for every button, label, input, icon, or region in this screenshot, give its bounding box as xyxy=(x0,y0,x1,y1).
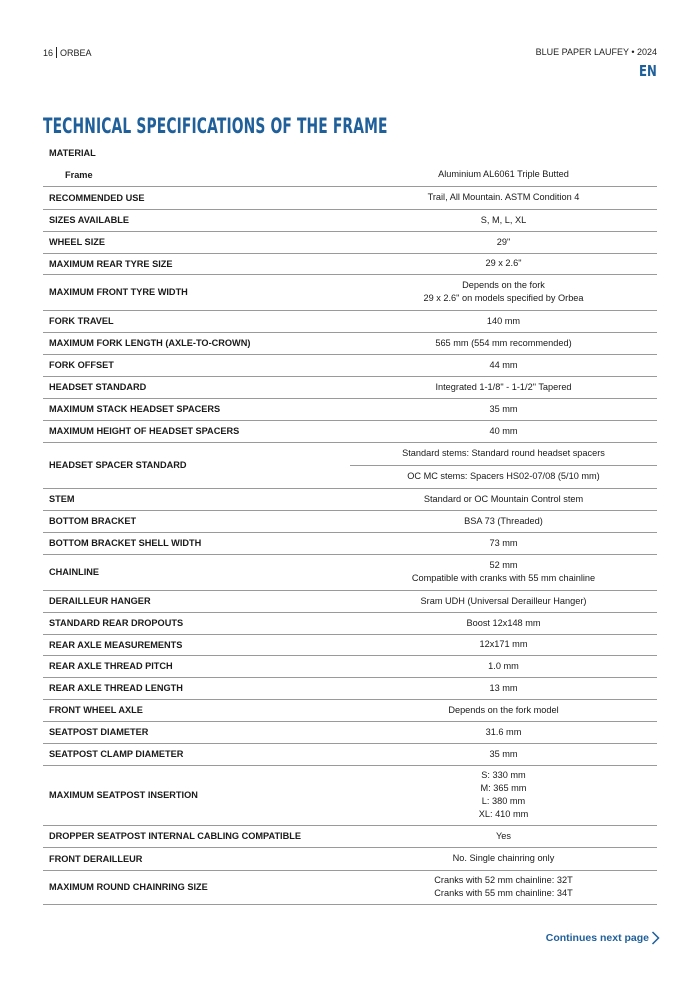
spec-value-line: 29 x 2.6" on models specified by Orbea xyxy=(423,293,584,303)
page-number: 16 xyxy=(43,47,54,58)
table-row xyxy=(43,332,657,354)
spec-value: OC MC stems: Spacers HS02-07/08 (5/10 mm) xyxy=(350,465,657,488)
table-row xyxy=(43,488,657,510)
spec-value: Sram UDH (Universal Derailleur Hanger) xyxy=(350,590,657,612)
table-row xyxy=(43,274,657,310)
spec-label: HEADSET SPACER STANDARD xyxy=(43,442,350,488)
spec-label: FRONT WHEEL AXLE xyxy=(43,699,350,721)
spec-value: 12x171 mm xyxy=(350,634,657,655)
table-row xyxy=(43,510,657,532)
table-row xyxy=(43,655,657,677)
document-title: BLUE PAPER LAUFEY • 2024 xyxy=(535,47,657,57)
table-row xyxy=(43,870,657,904)
spec-value: 1.0 mm xyxy=(350,655,657,677)
table-row xyxy=(43,142,657,164)
spec-value: 40 mm xyxy=(350,420,657,442)
spec-value: 44 mm xyxy=(350,354,657,376)
spec-value: BSA 73 (Threaded) xyxy=(350,510,657,532)
table-row xyxy=(43,532,657,554)
spec-label: SEATPOST CLAMP DIAMETER xyxy=(43,743,350,765)
table-row xyxy=(43,164,657,186)
spec-label: MAXIMUM REAR TYRE SIZE xyxy=(43,253,350,274)
spec-value: 140 mm xyxy=(350,310,657,332)
spec-value: Boost 12x148 mm xyxy=(350,612,657,634)
continues-next-page-link[interactable] xyxy=(546,931,660,945)
spec-label: STANDARD REAR DROPOUTS xyxy=(43,612,350,634)
table-row xyxy=(43,354,657,376)
spec-value xyxy=(350,274,657,310)
spec-label: SEATPOST DIAMETER xyxy=(43,721,350,743)
spec-value: Integrated 1-1/8" - 1-1/2" Tapered xyxy=(350,376,657,398)
spec-value: 35 mm xyxy=(350,743,657,765)
spec-label: MATERIAL xyxy=(49,148,96,158)
spec-label: MAXIMUM ROUND CHAINRING SIZE xyxy=(43,870,350,904)
spec-value: Depends on the fork model xyxy=(350,699,657,721)
table-row xyxy=(43,634,657,655)
spec-label: MAXIMUM STACK HEADSET SPACERS xyxy=(43,398,350,420)
table-row xyxy=(43,186,657,209)
spec-label: FORK OFFSET xyxy=(43,354,350,376)
spec-value xyxy=(350,142,657,164)
spec-value: 29 x 2.6" xyxy=(350,253,657,274)
table-row xyxy=(43,699,657,721)
continues-label: Continues next page xyxy=(545,932,649,944)
spec-value xyxy=(350,765,657,825)
spec-label: MAXIMUM SEATPOST INSERTION xyxy=(43,765,350,825)
spec-value-line: L: 380 mm xyxy=(481,796,526,806)
language-badge: EN xyxy=(639,62,657,80)
spec-label: REAR AXLE MEASUREMENTS xyxy=(43,634,350,655)
table-row xyxy=(43,253,657,274)
spec-label: MAXIMUM HEIGHT OF HEADSET SPACERS xyxy=(43,420,350,442)
spec-label: BOTTOM BRACKET xyxy=(43,510,350,532)
chevron-right-icon xyxy=(651,931,660,945)
spec-value-line: Depends on the fork xyxy=(462,280,545,290)
table-row xyxy=(43,677,657,699)
table-row xyxy=(43,612,657,634)
table-row xyxy=(43,376,657,398)
spec-label: SIZES AVAILABLE xyxy=(43,209,350,231)
spec-value: Aluminium AL6061 Triple Butted xyxy=(350,164,657,186)
spec-label: REAR AXLE THREAD PITCH xyxy=(43,655,350,677)
spec-value: 29" xyxy=(350,231,657,253)
spec-label: HEADSET STANDARD xyxy=(43,376,350,398)
spec-value-line: Cranks with 55 mm chainline: 34T xyxy=(434,888,573,898)
spec-label: DROPPER SEATPOST INTERNAL CABLING COMPATIBLE xyxy=(43,825,350,847)
spec-label: MAXIMUM FRONT TYRE WIDTH xyxy=(43,274,350,310)
spec-label: CHAINLINE xyxy=(43,554,350,590)
table-row xyxy=(43,590,657,612)
spec-value-line: XL: 410 mm xyxy=(478,809,529,819)
spec-value: S, M, L, XL xyxy=(350,209,657,231)
table-row xyxy=(43,554,657,590)
spec-label: RECOMMENDED USE xyxy=(43,186,350,209)
spec-value: 31.6 mm xyxy=(350,721,657,743)
spec-value: Standard stems: Standard round headset spacers xyxy=(350,442,657,465)
table-row xyxy=(43,310,657,332)
spec-value: Trail, All Mountain. ASTM Condition 4 xyxy=(350,186,657,209)
spec-label: FRONT DERAILLEUR xyxy=(43,847,350,870)
table-row xyxy=(43,231,657,253)
table-row xyxy=(43,743,657,765)
spec-label: WHEEL SIZE xyxy=(43,231,350,253)
table-row xyxy=(43,765,657,825)
spec-value-line: Cranks with 52 mm chainline: 32T xyxy=(434,875,573,885)
spec-value: 13 mm xyxy=(350,677,657,699)
table-row xyxy=(43,442,657,465)
page-title: TECHNICAL SPECIFICATIONS OF THE FRAME xyxy=(43,114,388,138)
table-row xyxy=(43,420,657,442)
brand-name: ORBEA xyxy=(60,47,92,58)
spec-value: 35 mm xyxy=(350,398,657,420)
header-divider xyxy=(56,47,57,58)
table-row xyxy=(43,721,657,743)
spec-label: FORK TRAVEL xyxy=(43,310,350,332)
spec-value xyxy=(350,870,657,904)
table-row xyxy=(43,398,657,420)
table-row xyxy=(43,209,657,231)
spec-value: Yes xyxy=(350,825,657,847)
spec-label: REAR AXLE THREAD LENGTH xyxy=(43,677,350,699)
spec-label: Frame xyxy=(43,164,350,186)
spec-value xyxy=(350,554,657,590)
spec-label: MAXIMUM FORK LENGTH (AXLE-TO-CROWN) xyxy=(43,332,350,354)
table-row xyxy=(43,825,657,847)
spec-value-line: S: 330 mm xyxy=(481,770,526,780)
table-row xyxy=(43,847,657,870)
page-header-left xyxy=(43,47,92,58)
spec-label: BOTTOM BRACKET SHELL WIDTH xyxy=(43,532,350,554)
spec-value: No. Single chainring only xyxy=(350,847,657,870)
spec-label: DERAILLEUR HANGER xyxy=(43,590,350,612)
spec-value-line: Compatible with cranks with 55 mm chainline xyxy=(411,573,596,583)
spec-table xyxy=(43,142,657,905)
spec-value: 73 mm xyxy=(350,532,657,554)
spec-value: Standard or OC Mountain Control stem xyxy=(350,488,657,510)
spec-value-line: 52 mm xyxy=(489,560,518,570)
spec-label: STEM xyxy=(43,488,350,510)
spec-value: 565 mm (554 mm recommended) xyxy=(350,332,657,354)
spec-value-line: M: 365 mm xyxy=(480,783,527,793)
